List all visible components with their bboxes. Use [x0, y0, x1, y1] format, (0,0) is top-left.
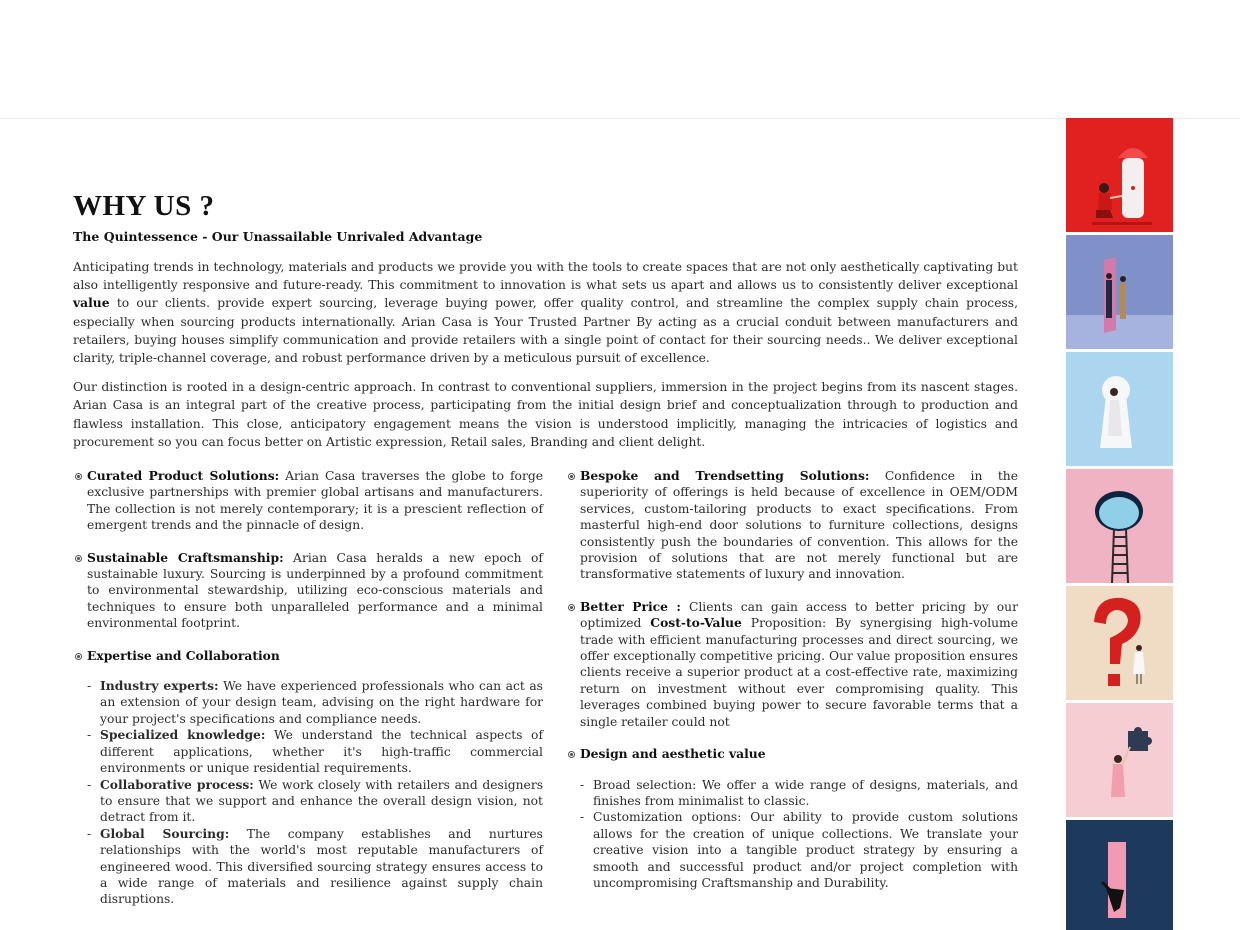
bullet-price	[566, 599, 1018, 730]
list-item: - Customization options: Our ability to provide custom solutions allows for the creation of unique collections. We translate your creative vision into a tangible product strategy by ensuring a smooth and successful product and/or project completion with uncompromising Craftsmanship and Durability.	[580, 809, 1018, 891]
list-item	[87, 826, 543, 908]
red-lamp-image	[1066, 118, 1173, 232]
right-column	[566, 468, 1018, 903]
design-title: Design and aesthetic value	[580, 746, 766, 762]
bullet-sustainable	[73, 550, 543, 632]
list-item	[87, 777, 543, 826]
item-text: The company establishes and nurtures relationships with the world's most reputable manufacturers of engineered wood. This diversified sourcing strategy ensures access to a wide range of materials and resilience against supply chain disruptions.	[100, 826, 543, 907]
image-strip	[1066, 118, 1173, 930]
page-subtitle: The Quintessence - Our Unassailable Unrivaled Advantage	[73, 229, 483, 244]
intro-p1-text-b: to our clients. provide expert sourcing, leverage buying power, offer quality control, and streamline the complex supply chain process, especially when sourcing products internationally. Arian Casa is Your Trusted Partner By acting as a crucial conduit between manufacturers and retailers, buying houses simplify communication and provide retailers with a single point of contact for their sourcing needs.. We deliver exceptional clarity, triple-channel coverage, and robust performance driven by a meticulous pursuit of excellence.	[73, 296, 1018, 366]
couple-doorway-image	[1066, 235, 1173, 349]
price-bold: Cost-to-Value	[650, 615, 742, 631]
item-text: We understand the technical aspects of different applications, whether it's high-traffic commercial environments or unique residential requirements.	[100, 728, 543, 776]
bespoke-text: Confidence in the superiority of offerings is held because of excellence in OEM/ODM services, custom-tailoring products to exact specifications. From masterful high-end door solutions to furniture collections, designs consistently push the boundaries of convention. This allows for the provision of solutions that are not merely functional but are transformative statements of luxury and innovation.	[580, 469, 1018, 582]
expertise-title: Expertise and Collaboration	[87, 647, 280, 663]
intro-p1-text-a: Anticipating trends in technology, materials and products we provide you with the tools to create spaces that are not only aesthetically captivating but also intelligently responsive and future-ready. This commitment to innovation is what sets us apart and allows us to consistently deliver exceptional	[73, 260, 1018, 293]
page-title: WHY US ?	[73, 190, 215, 222]
bespoke-title: Bespoke and Trendsetting Solutions:	[580, 468, 870, 483]
item-title: Global Sourcing:	[100, 825, 230, 841]
item-text: We have experienced professionals who can act as an extension of your design team, advising on the right hardware for your project's specifications and compliance needs.	[100, 679, 543, 726]
item-text: We work closely with retailers and designers to ensure that we support and enhance the overall design vision, not detract from it.	[100, 777, 544, 825]
intro-paragraph-2: Our distinction is rooted in a design-centric approach. In contrast to conventional suppliers, immersion in the project begins from its nascent stages. Arian Casa is an integral part of the creative process, participating from the initial design brief and conceptualization through to production and flawless installation. This close, anticipatory engagement means the vision is understood implicitly, managing the intricacies of logistics and procurement so you can focus better on Artistic expression, Retail sales, Branding and client delight.	[73, 380, 1018, 449]
price-text-b: Proposition: By synergising high-volume trade with efficient manufacturing processes and direct sourcing, we offer exceptionally competitive pricing. Our value proposition ensures clients receive a superior product at a cost-effective rate, maximizing return on investment without ever compromising quality. This leverages combined buying power to secure favorable terms that a single retailer could not	[580, 616, 1018, 729]
item-title: Collaborative process:	[100, 776, 254, 792]
main-content	[73, 190, 1018, 907]
intro-paragraph-1	[73, 258, 1018, 367]
left-column	[73, 468, 543, 920]
expertise-list	[87, 678, 543, 908]
list-item: - Broad selection: We offer a wide range of designs, materials, and finishes from minimalist to classic.	[580, 777, 1018, 810]
pink-door-image	[1066, 820, 1173, 930]
list-item	[87, 678, 543, 727]
intro-p1-bold: value	[73, 295, 110, 311]
bullet-design	[566, 746, 1018, 762]
bullet-expertise	[73, 648, 543, 664]
top-band	[0, 0, 1240, 119]
curated-title: Curated Product Solutions:	[87, 468, 280, 483]
keyhole-image	[1066, 352, 1173, 466]
question-mark-image	[1066, 586, 1173, 700]
bullet-bespoke	[566, 468, 1018, 583]
item-title: Industry experts:	[100, 678, 219, 694]
item-title: Specialized knowledge:	[100, 727, 266, 743]
bullet-curated	[73, 468, 543, 534]
curated-text: Arian Casa traverses the globe to forge exclusive partnerships with premier global artisans and manufacturers. The collection is not merely contemporary; it is a prescient reflection of emergent trends and the pinnacle of design.	[87, 469, 543, 533]
sustainable-text: Arian Casa heralds a new epoch of sustainable luxury. Sourcing is underpinned by a profound commitment to environmental stewardship, utilizing eco-conscious materials and techniques to ensure both unparalleled performance and a minimal environmental footprint.	[87, 550, 543, 631]
ladder-image	[1066, 469, 1173, 583]
list-item	[87, 727, 543, 776]
design-list	[580, 777, 1018, 892]
price-text-a: Clients can gain access to better pricing by our optimized	[580, 599, 1018, 631]
price-title: Better Price :	[580, 598, 681, 614]
sustainable-title: Sustainable Craftsmanship:	[87, 549, 284, 565]
puzzle-image	[1066, 703, 1173, 817]
